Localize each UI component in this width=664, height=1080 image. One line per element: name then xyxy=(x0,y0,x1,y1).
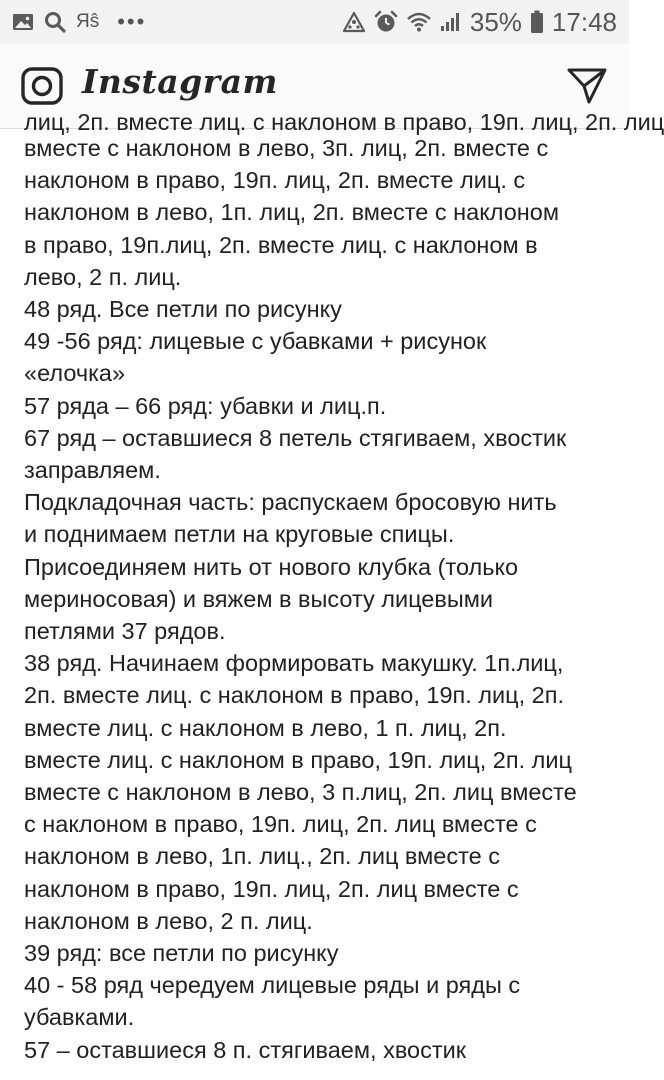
caption-line: наклоном в лево, 2 п. лиц. xyxy=(24,907,313,934)
post-caption-text xyxy=(24,132,624,1066)
post-caption-area[interactable] xyxy=(0,109,664,1080)
camera-icon xyxy=(20,64,64,108)
caption-line-partial: лиц, 2п. вместе лиц. с наклоном в право, 19п. лиц, 2п. лиц xyxy=(24,109,664,135)
caption-line: «елочка» xyxy=(24,360,126,387)
caption-line: 39 ряд: все петли по рисунку xyxy=(24,940,339,967)
caption-line: вместе с наклоном в лево, 3 п.лиц, 2п. лиц вместе xyxy=(24,779,577,806)
status-bar-right xyxy=(342,7,629,38)
caption-line: петлями 37 рядов. xyxy=(24,618,226,645)
caption-line: вместе лиц. с наклоном в лево, 1 п. лиц, 2п. xyxy=(24,714,507,741)
signal-icon xyxy=(440,11,462,33)
instagram-logo: Instagram xyxy=(82,62,278,101)
caption-line: убавками. xyxy=(24,1004,135,1031)
caption-line: 57 ряда – 66 ряд: убавки и лиц.п. xyxy=(24,392,387,419)
caption-line: наклоном в лево, 1п. лиц, 2п. вместе с наклоном xyxy=(24,199,559,226)
caption-line: вместе лиц. с наклоном в право, 19п. лиц, 2п. лиц xyxy=(24,746,572,773)
usb-icon xyxy=(342,11,366,33)
more-icon: ••• xyxy=(117,9,147,34)
caption-line: 38 ряд. Начинаем формировать макушку. 1п.лиц, xyxy=(24,650,564,677)
caption-line: в право, 19п.лиц, 2п. вместе лиц. с наклоном в xyxy=(24,231,538,258)
caption-line: 67 ряд – оставшиеся 8 петель стягиваем, хвостик xyxy=(24,424,567,451)
battery-icon xyxy=(530,10,544,34)
battery-percent: 35% xyxy=(469,6,522,37)
caption-line: и поднимаем петли на круговые спицы. xyxy=(24,521,455,548)
status-bar xyxy=(0,0,629,44)
caption-line: наклоном в лево, 1п. лиц., 2п. лиц вместе с xyxy=(24,843,500,870)
caption-line: лево, 2 п. лиц. xyxy=(24,263,182,290)
caption-line: с наклоном в право, 19п. лиц, 2п. лиц вместе с xyxy=(24,811,537,838)
camera-button[interactable] xyxy=(20,64,64,108)
direct-message-button[interactable] xyxy=(565,64,609,108)
caption-line: 49 -56 ряд: лицевые с убавками + рисунок xyxy=(24,328,487,355)
wifi-icon xyxy=(406,11,432,33)
caption-line: 40 - 58 ряд чередуем лицевые ряды и ряды с xyxy=(24,972,521,999)
caption-line: 57 – оставшиеся 8 п. стягиваем, хвостик xyxy=(24,1036,467,1063)
caption-line: наклоном в право, 19п. лиц, 2п. вместе лиц. с xyxy=(24,167,526,194)
status-bar-left xyxy=(0,9,146,35)
direct-message-icon xyxy=(565,64,609,108)
gallery-icon xyxy=(12,12,34,32)
caption-line: 48 ряд. Все петли по рисунку xyxy=(24,296,342,323)
launcher-glyph: Яŝ xyxy=(76,11,100,32)
caption-line: заправляем. xyxy=(24,457,161,484)
caption-line: вместе с наклоном в лево, 3п. лиц, 2п. вместе с xyxy=(24,135,549,161)
search-icon xyxy=(44,11,66,33)
alarm-icon xyxy=(374,10,398,34)
caption-line: наклоном в право, 19п. лиц, 2п. лиц вместе с xyxy=(24,875,519,902)
caption-line: Подкладочная часть: распускаем бросовую нить xyxy=(24,489,557,516)
caption-line: мериносовая) и вяжем в высоту лицевыми xyxy=(24,585,494,612)
clock: 17:48 xyxy=(551,6,617,37)
caption-line: 2п. вместе лиц. с наклоном в право, 19п. лиц, 2п. xyxy=(24,682,564,709)
caption-line: Присоединяем нить от нового клубка (только xyxy=(24,553,519,580)
